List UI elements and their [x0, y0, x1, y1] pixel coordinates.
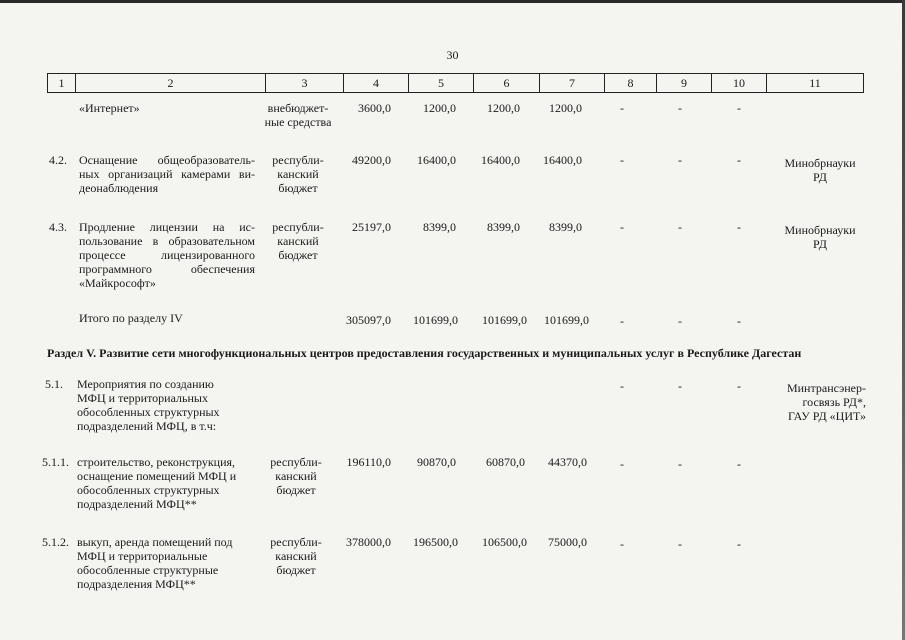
funding-source: бюджет [278, 248, 318, 262]
total-label: Итого по разделу IV [79, 311, 183, 325]
total-value: 305097,0 [346, 313, 391, 327]
item-number: 4.3. [49, 220, 67, 234]
item-name: подразделения МФЦ** [77, 577, 196, 591]
year-value: 90870,0 [417, 455, 456, 469]
dash: - [737, 153, 741, 167]
executor: ГАУ РД «ЦИТ» [787, 409, 866, 423]
funding-source: канский [275, 549, 317, 563]
dash: - [678, 537, 682, 551]
funding-source: республи- [272, 153, 324, 167]
funding-source: республи- [270, 535, 322, 549]
dash: - [678, 379, 682, 393]
year-value: 1200,0 [549, 101, 582, 115]
dash: - [620, 379, 624, 393]
total-value: 3600,0 [358, 101, 391, 115]
executor: РД [813, 170, 827, 184]
item-name: Оснащение общеобразователь- [79, 153, 255, 167]
funding-source: канский [277, 167, 319, 181]
dash: - [678, 314, 682, 328]
column-header: 11 [767, 74, 864, 93]
funding-source: бюджет [276, 563, 316, 577]
item-name: МФЦ и территориальные [77, 549, 208, 563]
executor: РД [813, 237, 827, 251]
executor: Минобрнауки [784, 223, 856, 237]
year-value: 106500,0 [482, 535, 527, 549]
total-value: 196110,0 [346, 455, 391, 469]
dash: - [678, 457, 682, 471]
funding-source: бюджет [276, 483, 316, 497]
item-name: ных организаций камерами ви- [79, 167, 255, 181]
item-name: пользование в образовательном [79, 234, 255, 248]
page-number: 30 [446, 48, 459, 62]
item-name: оснащение помещений МФЦ и [77, 469, 237, 483]
item-name: обособленных структурных [77, 405, 220, 419]
dash: - [678, 153, 682, 167]
item-name: «Майкрософт» [79, 276, 156, 290]
year-value: 60870,0 [486, 455, 525, 469]
item-name: программного обеспечения [79, 262, 255, 276]
item-number: 4.2. [49, 153, 67, 167]
dash: - [620, 314, 624, 328]
year-value: 16400,0 [481, 153, 520, 167]
year-value: 16400,0 [543, 153, 582, 167]
dash: - [620, 220, 624, 234]
year-value: 196500,0 [413, 535, 458, 549]
column-header: 1 [48, 74, 76, 93]
executor: госвязь РД*, [802, 395, 866, 409]
item-name: подразделений МФЦ** [77, 497, 197, 511]
item-name: процессе лицензированного [79, 248, 255, 262]
year-value: 8399,0 [487, 220, 520, 234]
item-name: МФЦ и территориальных [77, 391, 208, 405]
column-header: 2 [76, 74, 266, 93]
dash: - [737, 314, 741, 328]
funding-source: бюджет [278, 181, 318, 195]
column-header: 4 [344, 74, 409, 93]
column-header: 10 [712, 74, 767, 93]
year-value: 101699,0 [482, 313, 527, 327]
item-name: подразделений МФЦ, в т.ч: [77, 419, 217, 433]
column-header: 9 [657, 74, 712, 93]
funding-source: канский [277, 234, 319, 248]
scan-edge-top [0, 0, 905, 3]
total-value: 25197,0 [352, 220, 391, 234]
dash: - [620, 537, 624, 551]
item-name: Мероприятия по созданию [77, 377, 214, 391]
column-header: 6 [474, 74, 540, 93]
funding-source: канский [275, 469, 317, 483]
dash: - [678, 101, 682, 115]
dash: - [737, 457, 741, 471]
column-header-row [47, 73, 864, 93]
column-header: 3 [266, 74, 344, 93]
dash: - [737, 379, 741, 393]
item-name: Продление лицензии на ис- [79, 220, 255, 234]
dash: - [620, 101, 624, 115]
column-header: 7 [540, 74, 605, 93]
year-value: 16400,0 [417, 153, 456, 167]
funding-source: внебюджет- [267, 101, 329, 115]
dash: - [620, 153, 624, 167]
funding-source: республи- [272, 220, 324, 234]
item-name: выкуп, аренда помещений под [77, 535, 233, 549]
dash: - [737, 101, 741, 115]
year-value: 101699,0 [413, 313, 458, 327]
item-name: деонаблюдения [79, 181, 159, 195]
dash: - [678, 220, 682, 234]
funding-source: ные средства [264, 115, 332, 129]
total-value: 49200,0 [352, 153, 391, 167]
column-header: 8 [605, 74, 657, 93]
item-number: 5.1.1. [42, 455, 69, 469]
item-name: обособленных структурных [77, 483, 220, 497]
total-value: 378000,0 [346, 535, 391, 549]
dash: - [620, 457, 624, 471]
item-number: 5.1. [45, 377, 63, 391]
year-value: 101699,0 [544, 313, 589, 327]
year-value: 8399,0 [549, 220, 582, 234]
year-value: 8399,0 [423, 220, 456, 234]
dash: - [737, 220, 741, 234]
section-heading: Раздел V. Развитие сети многофункциональных центров предоставления государственных и муниципальных услуг в Республике Дагестан [47, 346, 802, 360]
year-value: 1200,0 [423, 101, 456, 115]
item-name: строительство, реконструкция, [77, 455, 236, 469]
dash: - [737, 537, 741, 551]
executor: Минтрансэнер- [786, 381, 866, 395]
year-value: 75000,0 [548, 535, 587, 549]
item-name: «Интернет» [79, 101, 140, 115]
funding-source: республи- [270, 455, 322, 469]
item-name: обособленные структурные [77, 563, 219, 577]
executor: Минобрнауки [784, 156, 856, 170]
year-value: 1200,0 [487, 101, 520, 115]
column-header: 5 [409, 74, 474, 93]
year-value: 44370,0 [548, 455, 587, 469]
item-number: 5.1.2. [42, 535, 69, 549]
